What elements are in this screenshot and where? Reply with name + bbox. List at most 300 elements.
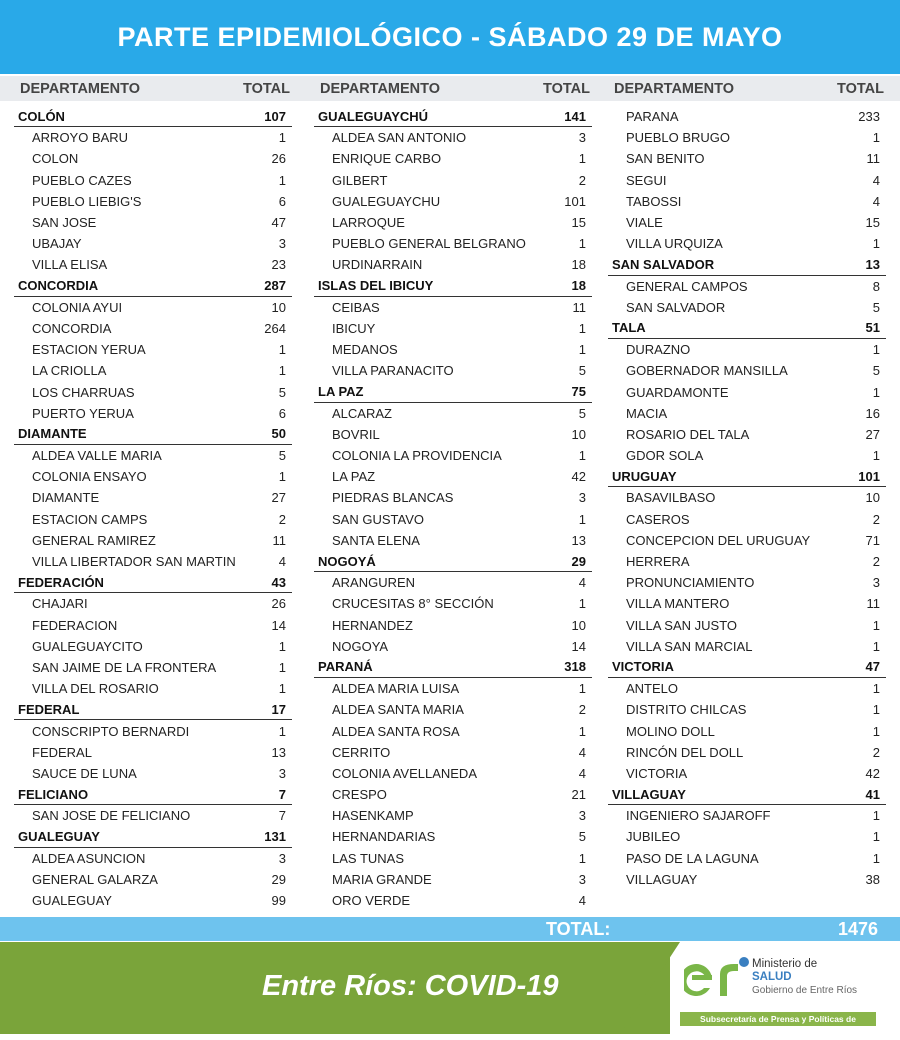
locality-row: [14, 742, 292, 763]
locality-count: 23: [271, 257, 286, 273]
locality-name: VILLA DEL ROSARIO: [32, 681, 159, 697]
locality-name: GOBERNADOR MANSILLA: [626, 363, 788, 379]
locality-count: 3: [278, 850, 286, 866]
locality-name: ENRIQUE CARBO: [332, 151, 442, 167]
locality-name: URDINARRAIN: [332, 257, 423, 273]
rows-list: [608, 106, 886, 890]
grand-total-value: 1476: [837, 919, 878, 939]
locality-row: [14, 360, 292, 381]
locality-count: 13: [271, 744, 286, 760]
locality-row: [14, 170, 292, 191]
column-2: [314, 76, 592, 911]
locality-name: ALDEA SANTA ROSA: [332, 723, 460, 739]
locality-count: 1: [872, 850, 880, 866]
column-1: [14, 76, 292, 911]
footer: [0, 942, 900, 1038]
locality-count: 3: [578, 490, 586, 506]
department-total: 75: [571, 384, 586, 400]
locality-row: [314, 699, 592, 720]
locality-count: 26: [271, 596, 286, 612]
locality-row: [314, 826, 592, 847]
locality-name: PARANA: [626, 109, 679, 125]
department-row: [608, 318, 886, 339]
locality-name: LARROQUE: [332, 215, 405, 231]
grand-total-label: TOTAL:: [546, 919, 611, 939]
locality-name: LOS CHARRUAS: [32, 384, 135, 400]
locality-count: 2: [578, 702, 586, 718]
locality-row: [314, 509, 592, 530]
locality-row: [14, 551, 292, 572]
locality-row: [608, 424, 886, 445]
locality-name: GILBERT: [332, 172, 388, 188]
locality-count: 1: [278, 723, 286, 739]
department-total: 18: [571, 278, 586, 294]
locality-name: ALDEA SANTA MARIA: [332, 702, 464, 718]
locality-count: 2: [278, 511, 286, 527]
department-name: FEDERACIÓN: [18, 574, 104, 590]
department-row: [14, 424, 292, 445]
department-name: SAN SALVADOR: [612, 256, 715, 272]
locality-count: 1: [278, 469, 286, 485]
locality-count: 11: [272, 532, 286, 548]
department-name: ISLAS DEL IBICUY: [318, 278, 434, 294]
locality-row: [14, 890, 292, 911]
ministry-line: Ministerio de: [752, 958, 818, 970]
locality-name: TABOSSI: [626, 193, 682, 209]
total-header: TOTAL: [243, 80, 290, 97]
column-header: [14, 76, 292, 101]
locality-name: SAN JAIME DE LA FRONTERA: [32, 659, 217, 675]
locality-name: SEGUI: [626, 172, 667, 188]
locality-name: PIEDRAS BLANCAS: [332, 490, 454, 506]
locality-row: [314, 890, 592, 911]
locality-count: 11: [866, 596, 880, 612]
locality-name: PUEBLO LIEBIG'S: [32, 193, 142, 209]
ministry-gobierno: Gobierno de Entre Ríos: [752, 985, 858, 996]
locality-row: [608, 403, 886, 424]
locality-count: 5: [578, 829, 586, 845]
locality-name: GENERAL RAMIREZ: [32, 532, 156, 548]
locality-count: 14: [271, 617, 286, 633]
locality-name: MOLINO DOLL: [626, 723, 715, 739]
locality-count: 1: [578, 850, 586, 866]
locality-name: HERNANDEZ: [332, 617, 413, 633]
department-header: DEPARTAMENTO: [614, 80, 735, 97]
department-total: 17: [271, 701, 286, 717]
locality-row: [608, 445, 886, 466]
locality-count: 5: [278, 384, 286, 400]
locality-name: COLON: [32, 151, 79, 167]
locality-row: [14, 805, 292, 826]
department-header: DEPARTAMENTO: [320, 80, 441, 97]
locality-count: 26: [271, 151, 286, 167]
locality-count: 29: [271, 871, 286, 887]
locality-row: [314, 191, 592, 212]
department-name: FELICIANO: [18, 786, 89, 802]
locality-count: 1: [872, 130, 880, 146]
locality-count: 18: [571, 257, 586, 273]
locality-name: VILLA SAN MARCIAL: [626, 638, 753, 654]
locality-name: CASEROS: [626, 511, 690, 527]
locality-row: [14, 657, 292, 678]
locality-count: 1: [578, 596, 586, 612]
department-row: [608, 784, 886, 805]
locality-row: [608, 276, 886, 297]
department-name: PARANÁ: [318, 659, 373, 675]
department-row: [14, 572, 292, 593]
locality-count: 1: [278, 172, 286, 188]
locality-name: CRUCESITAS 8° SECCIÓN: [332, 596, 494, 612]
locality-row: [314, 339, 592, 360]
locality-row: [608, 339, 886, 360]
locality-count: 1: [872, 384, 880, 400]
ministry-text: [752, 958, 857, 997]
locality-name: GDOR SOLA: [626, 448, 704, 464]
locality-name: ARROYO BARU: [32, 130, 129, 146]
locality-count: 10: [571, 426, 586, 442]
locality-name: VILLA LIBERTADOR SAN MARTIN: [32, 554, 236, 570]
locality-name: INGENIERO SAJAROFF: [626, 808, 771, 824]
locality-name: COLONIA AVELLANEDA: [332, 765, 477, 781]
total-header: TOTAL: [543, 80, 590, 97]
locality-count: 2: [872, 554, 880, 570]
locality-row: [314, 742, 592, 763]
locality-name: GENERAL CAMPOS: [626, 278, 748, 294]
department-total: 131: [264, 828, 286, 844]
locality-row: [14, 636, 292, 657]
locality-row: [608, 805, 886, 826]
locality-count: 3: [278, 765, 286, 781]
locality-name: COLONIA LA PROVIDENCIA: [332, 448, 502, 464]
locality-count: 14: [571, 638, 586, 654]
department-total: 7: [278, 786, 286, 802]
locality-count: 5: [578, 363, 586, 379]
locality-name: VILLA URQUIZA: [626, 236, 723, 252]
department-total: 29: [571, 553, 586, 569]
department-row: [314, 551, 592, 572]
locality-row: [608, 636, 886, 657]
locality-name: ROSARIO DEL TALA: [626, 426, 750, 442]
locality-row: [608, 127, 886, 148]
locality-name: PASO DE LA LAGUNA: [626, 850, 759, 866]
locality-name: GUARDAMONTE: [626, 384, 729, 400]
locality-name: IBICUY: [332, 320, 376, 336]
locality-row: [608, 530, 886, 551]
department-name: CONCORDIA: [18, 278, 99, 294]
locality-row: [314, 127, 592, 148]
department-total: 50: [271, 426, 286, 442]
er-logo-icon: [684, 952, 756, 1004]
locality-count: 101: [564, 193, 586, 209]
locality-count: 1: [872, 638, 880, 654]
locality-count: 233: [858, 109, 880, 125]
locality-row: [314, 720, 592, 741]
locality-name: CRESPO: [332, 787, 387, 803]
locality-name: MACIA: [626, 405, 668, 421]
locality-count: 1: [872, 342, 880, 358]
locality-name: PUEBLO BRUGO: [626, 130, 731, 146]
locality-row: [608, 212, 886, 233]
locality-name: FEDERAL: [32, 744, 92, 760]
locality-name: CONCORDIA: [32, 320, 112, 336]
locality-row: [608, 572, 886, 593]
locality-name: GUALEGUAYCITO: [32, 638, 143, 654]
locality-count: 15: [571, 215, 586, 231]
locality-count: 1: [578, 681, 586, 697]
locality-name: DURAZNO: [626, 342, 691, 358]
locality-name: PUEBLO GENERAL BELGRANO: [332, 236, 526, 252]
locality-row: [314, 233, 592, 254]
locality-row: [314, 148, 592, 169]
locality-name: NOGOYA: [332, 638, 389, 654]
locality-count: 264: [264, 320, 286, 336]
footer-diagonal: [620, 942, 680, 1034]
locality-name: LA PAZ: [332, 469, 376, 485]
locality-count: 3: [278, 236, 286, 252]
locality-count: 1: [278, 681, 286, 697]
locality-name: MARIA GRANDE: [332, 871, 432, 887]
locality-name: CHAJARI: [32, 596, 88, 612]
locality-row: [14, 678, 292, 699]
locality-row: [14, 848, 292, 869]
locality-row: [14, 254, 292, 275]
department-name: COLÓN: [18, 108, 65, 124]
subsecretaria-label: Subsecretaría de Prensa y Políticas de Comunicación: [680, 1012, 876, 1026]
locality-name: PUERTO YERUA: [32, 405, 134, 421]
locality-count: 10: [271, 299, 286, 315]
locality-count: 1: [578, 511, 586, 527]
locality-row: [608, 381, 886, 402]
department-row: [14, 699, 292, 720]
locality-count: 5: [578, 405, 586, 421]
locality-row: [14, 339, 292, 360]
locality-name: ALDEA ASUNCION: [32, 850, 146, 866]
locality-row: [314, 805, 592, 826]
locality-row: [14, 466, 292, 487]
locality-row: [14, 403, 292, 424]
locality-count: 1: [872, 723, 880, 739]
locality-row: [314, 403, 592, 424]
rows-list: [314, 106, 592, 911]
locality-row: [314, 848, 592, 869]
locality-count: 5: [872, 299, 880, 315]
locality-name: SAN JOSE DE FELICIANO: [32, 808, 191, 824]
locality-name: ALDEA VALLE MARIA: [32, 448, 162, 464]
locality-count: 1: [578, 236, 586, 252]
locality-name: MEDANOS: [332, 342, 398, 358]
locality-count: 71: [865, 532, 880, 548]
department-row: [314, 381, 592, 402]
locality-count: 1: [578, 151, 586, 167]
locality-row: [14, 869, 292, 890]
locality-row: [608, 233, 886, 254]
locality-row: [314, 593, 592, 614]
locality-count: 6: [278, 405, 286, 421]
locality-row: [608, 297, 886, 318]
department-name: LA PAZ: [318, 384, 364, 400]
locality-row: [314, 530, 592, 551]
locality-name: LAS TUNAS: [332, 850, 405, 866]
locality-count: 42: [865, 765, 880, 781]
locality-row: [14, 381, 292, 402]
department-row: [14, 276, 292, 297]
locality-name: CONSCRIPTO BERNARDI: [32, 723, 190, 739]
locality-row: [314, 254, 592, 275]
locality-row: [314, 318, 592, 339]
locality-row: [608, 487, 886, 508]
department-row: [14, 106, 292, 127]
locality-name: RINCÓN DEL DOLL: [626, 744, 744, 760]
locality-name: SANTA ELENA: [332, 532, 420, 548]
locality-row: [608, 826, 886, 847]
locality-name: GENERAL GALARZA: [32, 871, 158, 887]
locality-row: [608, 106, 886, 127]
locality-row: [314, 636, 592, 657]
locality-name: SAN SALVADOR: [626, 299, 726, 315]
locality-row: [608, 148, 886, 169]
locality-row: [314, 763, 592, 784]
locality-row: [14, 127, 292, 148]
locality-count: 1: [872, 617, 880, 633]
locality-count: 1: [578, 320, 586, 336]
department-name: DIAMANTE: [18, 426, 87, 442]
locality-name: BOVRIL: [332, 426, 380, 442]
department-total: 41: [865, 786, 880, 802]
department-row: [608, 254, 886, 275]
locality-row: [314, 424, 592, 445]
locality-name: JUBILEO: [626, 829, 681, 845]
grand-total-bar: [0, 917, 900, 941]
footer-slogan: Entre Ríos: COVID-19: [262, 970, 559, 1002]
department-row: [608, 466, 886, 487]
locality-count: 13: [571, 532, 586, 548]
locality-count: 47: [271, 215, 286, 231]
department-name: TALA: [612, 320, 646, 336]
locality-row: [608, 593, 886, 614]
locality-name: UBAJAY: [32, 236, 82, 252]
locality-count: 4: [578, 893, 586, 909]
locality-name: ARANGUREN: [332, 575, 416, 591]
locality-name: ALDEA MARIA LUISA: [332, 681, 460, 697]
locality-name: ESTACION CAMPS: [32, 511, 148, 527]
locality-name: HERNANDARIAS: [332, 829, 436, 845]
locality-name: COLONIA AYUI: [32, 299, 123, 315]
department-row: [314, 276, 592, 297]
locality-name: ESTACION YERUA: [32, 342, 146, 358]
department-row: [314, 657, 592, 678]
locality-row: [314, 487, 592, 508]
department-total: 13: [865, 256, 880, 272]
department-row: [608, 657, 886, 678]
locality-count: 1: [278, 638, 286, 654]
locality-row: [608, 869, 886, 890]
department-total: 47: [865, 659, 880, 675]
locality-name: PRONUNCIAMIENTO: [626, 575, 755, 591]
locality-row: [14, 720, 292, 741]
locality-count: 1: [872, 681, 880, 697]
locality-count: 2: [872, 744, 880, 760]
locality-count: 1: [278, 342, 286, 358]
locality-row: [14, 509, 292, 530]
locality-count: 1: [872, 829, 880, 845]
locality-name: FEDERACION: [32, 617, 118, 633]
locality-row: [14, 615, 292, 636]
department-total: 43: [271, 574, 286, 590]
locality-name: VILLA MANTERO: [626, 596, 730, 612]
locality-count: 15: [865, 215, 880, 231]
column-header: [314, 76, 592, 101]
locality-row: [314, 869, 592, 890]
locality-count: 1: [872, 702, 880, 718]
department-row: [14, 826, 292, 847]
department-name: FEDERAL: [18, 701, 80, 717]
locality-name: DISTRITO CHILCAS: [626, 702, 747, 718]
locality-name: ALCARAZ: [332, 405, 392, 421]
locality-name: VILLA SAN JUSTO: [626, 617, 738, 633]
locality-count: 10: [865, 490, 880, 506]
locality-row: [14, 445, 292, 466]
locality-row: [608, 678, 886, 699]
locality-name: HERRERA: [626, 554, 690, 570]
locality-row: [608, 720, 886, 741]
locality-row: [314, 360, 592, 381]
locality-count: 7: [278, 808, 286, 824]
locality-count: 11: [866, 151, 880, 167]
locality-count: 99: [271, 893, 286, 909]
department-total: 51: [865, 320, 880, 336]
locality-row: [14, 763, 292, 784]
locality-name: VIALE: [626, 215, 663, 231]
locality-row: [14, 593, 292, 614]
locality-count: 6: [278, 193, 286, 209]
locality-count: 21: [571, 787, 586, 803]
locality-count: 3: [578, 130, 586, 146]
locality-name: PUEBLO CAZES: [32, 172, 132, 188]
locality-name: VILLA ELISA: [32, 257, 108, 273]
locality-row: [14, 191, 292, 212]
locality-count: 1: [872, 448, 880, 464]
department-total: 318: [564, 659, 586, 675]
locality-count: 4: [872, 193, 880, 209]
locality-count: 1: [278, 659, 286, 675]
locality-name: COLONIA ENSAYO: [32, 469, 147, 485]
locality-row: [608, 170, 886, 191]
locality-row: [608, 699, 886, 720]
locality-count: 38: [865, 871, 880, 887]
department-name: VILLAGUAY: [612, 786, 686, 802]
locality-name: VILLAGUAY: [626, 871, 698, 887]
locality-row: [608, 191, 886, 212]
department-row: [14, 784, 292, 805]
locality-row: [608, 848, 886, 869]
locality-count: 3: [578, 871, 586, 887]
department-total: 101: [858, 468, 880, 484]
locality-count: 1: [578, 723, 586, 739]
locality-name: HASENKAMP: [332, 808, 414, 824]
locality-count: 42: [571, 469, 586, 485]
locality-name: SAN BENITO: [626, 151, 705, 167]
locality-name: CONCEPCION DEL URUGUAY: [626, 532, 811, 548]
column-header: [608, 76, 886, 101]
department-name: NOGOYÁ: [318, 553, 376, 569]
locality-count: 1: [872, 808, 880, 824]
department-total: 287: [264, 278, 286, 294]
locality-count: 8: [872, 278, 880, 294]
locality-name: VICTORIA: [626, 765, 688, 781]
locality-count: 2: [872, 511, 880, 527]
locality-name: ORO VERDE: [332, 893, 411, 909]
department-name: GUALEGUAYCHÚ: [318, 108, 429, 124]
